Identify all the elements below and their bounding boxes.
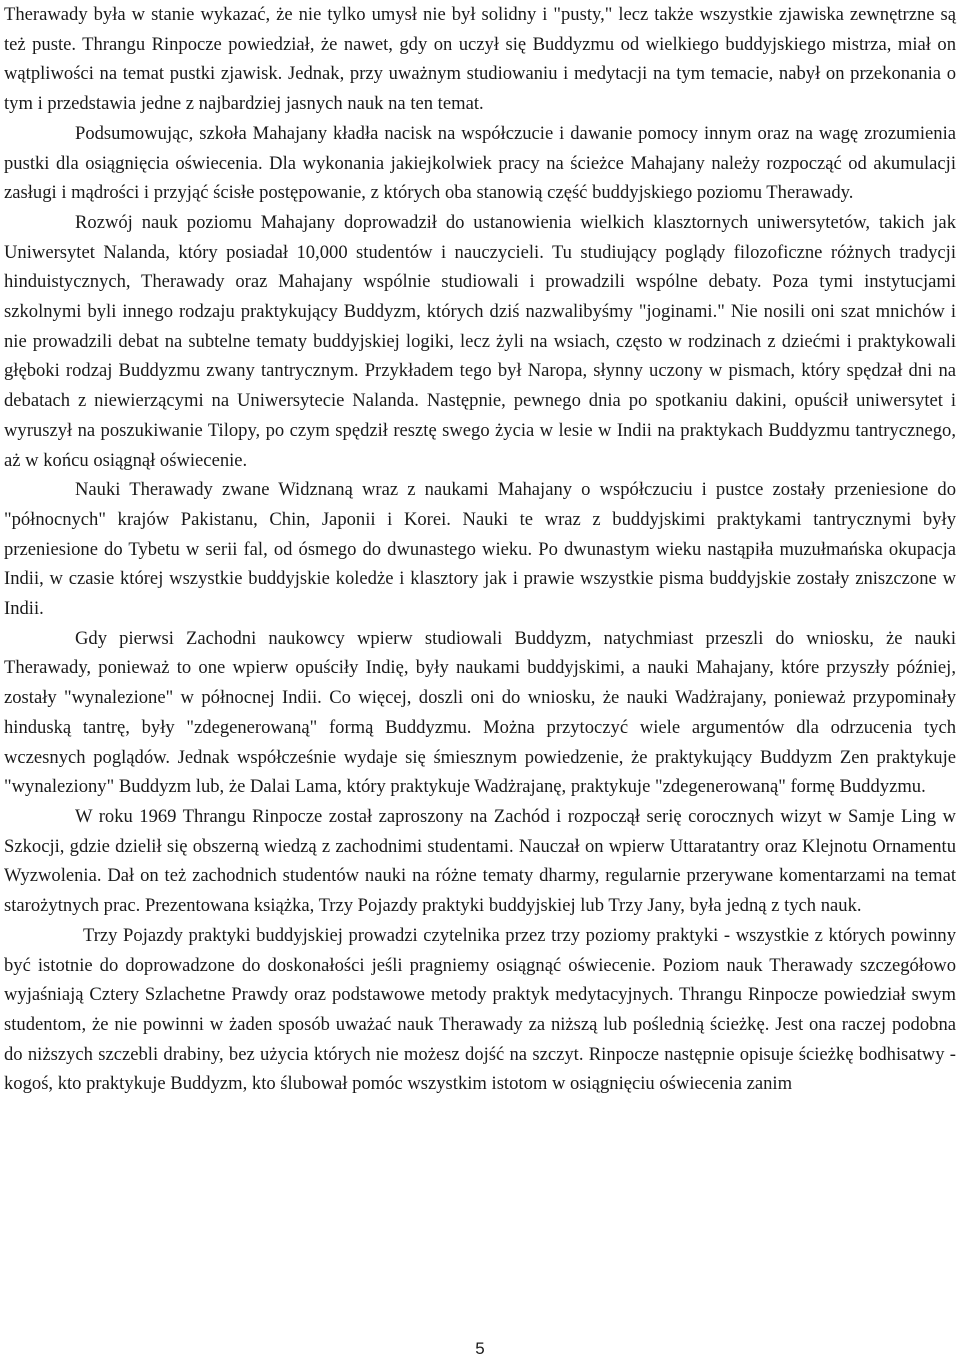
paragraph-5: Gdy pierwsi Zachodni naukowcy wpierw studiowali Buddyzm, natychmiast przeszli do wniosku, że nauki Therawady, ponieważ to one wpierw opuściły Indię, były naukami buddyjskimi, a nauki Mahajany, które przyszły później, zostały "wynalezione" w północnej Indii. Co więcej, doszli oni do wniosku, że nauki Wadżrajany, ponieważ przypominały hinduską tantrę, były "zdegenerowaną" formą Buddyzmu. Można przytoczyć wiele argumentów dla odrzucenia tych wczesnych poglądów. Jednak współcześnie wydaje się śmiesznym powiedzenie, że praktykujący Buddyzm Zen praktykuje "wynaleziony" Buddyzm lub, że Dalai Lama, który praktykuje Wadżrajanę, praktykuje "zdegenerowaną" formę Buddyzmu. — [4, 627, 956, 798]
page-number: 5 — [475, 1339, 485, 1358]
paragraph-6: W roku 1969 Thrangu Rinpocze został zaproszony na Zachód i rozpoczął serię corocznych wizyt w Samje Ling w Szkocji, gdzie dzielił się obszerną wiedzą z zachodnimi studentami. Nauczał on wpierw Uttaratantry oraz Klejnotu Ornamentu Wyzwolenia. Dał on też zachodnich studentów nauki na różne tematy dharmy, regularnie przerywane komentarzami na temat starożytnych prac. Prezentowana książka, Trzy Pojazdy praktyki buddyjskiej lub Trzy Jany, była jedną z tych nauk. — [4, 805, 956, 917]
paragraph-4: Nauki Therawady zwane Widznaną wraz z naukami Mahajany o współczuciu i pustce zostały przeniesione do "północnych" krajów Pakistanu, Chin, Japonii i Korei. Nauki te wraz z buddyjskimi praktykami tantrycznymi były przeniesione do Tybetu w serii fal, od ósmego do dwunastego wieku. Po dwunastym wieku nastąpiła muzułmańska okupacja Indii, w czasie której wszystkie buddyjskie koledże i klasztory jak i prawie wszystkie pisma buddyjskie zostały zniszczone w Indii. — [4, 479, 956, 620]
paragraph-2: Podsumowując, szkoła Mahajany kładła nacisk na współczucie i dawanie pomocy innym oraz na wagę zrozumienia pustki dla osiągnięcia oświecenia. Dla wykonania jakiejkolwiek pracy na ścieżce Mahajany należy rozpocząć od akumulacji zasługi i mądrości i przyjąć ścisłe postępowanie, z których oba stanowią część buddyjskiego poziomu Therawady. — [4, 122, 956, 204]
paragraph-1: Therawady była w stanie wykazać, że nie tylko umysł nie był solidny i "pusty," lecz także wszystkie zjawiska zewnętrzne są też puste. Thrangu Rinpocze powiedział, że nawet, gdy on uczył się Buddyzmu od wielkiego buddyjskiego mistrza, miał on wątpliwości na temat pustki zjawisk. Jednak, przy uważnym studiowaniu i medytacji na tym temacie, nabył on przekonania o tym i przedstawia jedne z najbardziej jasnych nauk na ten temat. — [4, 4, 956, 115]
paragraph-7: Trzy Pojazdy praktyki buddyjskiej prowadzi czytelnika przez trzy poziomy praktyki - wszystkie z których powinny być istotnie do doprowadzone do doskonałości jeśli pragniemy osiągnąć oświecenie. Poziom nauk Therawady szczegółowo wyjaśniają Cztery Szlachetne Prawdy oraz podstawowe metody praktyk medytacyjnych. Thrangu Rinpocze powiedział swym studentom, że nie powinni w żaden sposób uważać nauk Therawady za niższą lub poślednią ścieżkę. Jest ona raczej podobna do niższych szczebli drabiny, bez użycia których nie możesz dojść na szczyt. Rinpocze następnie opisuje ścieżkę bodhisatwy - kogoś, kto praktykuje Buddyzm, kto ślubował pomóc wszystkim istotom w osiągnięciu oświecenia zanim — [4, 924, 956, 1095]
paragraph-3: Rozwój nauk poziomu Mahajany doprowadził do ustanowienia wielkich klasztornych uniwersytetów, takich jak Uniwersytet Nalanda, który posiadał 10,000 studentów i nauczycieli. Tu studiujący poglądy filozoficzne różnych tradycji hinduistycznych, Therawady oraz Mahajany wspólnie studiowali i prowadzili wspólne debaty. Poza tymi instytucjami szkolnymi byli innego rodzaju praktykujący Buddyzm, których dziś nazwalibyśmy "joginami." Nie nosili oni szat mnichów i nie prowadzili debat na subtelne tematy buddyjskiej logiki, lecz żyli na wsiach, często w rodzinach z dziećmi i praktykowali głęboki rodzaj Buddyzmu zwany tantrycznym. Przykładem tego był Naropa, słynny uczony w pismach, który spędzał dni na debatach z niewierzącymi na Uniwersytecie Nalanda. Następnie, pewnego dnia po spotkaniu dakini, opuścił uniwersytet i wyruszył na poszukiwanie Tilopy, po czym spędził resztę swego życia w lesie w Indii na praktykach Buddyzmu tantrycznego, aż w końcu osiągnął oświecenie. — [4, 211, 956, 471]
document-body — [4, 0, 956, 1099]
